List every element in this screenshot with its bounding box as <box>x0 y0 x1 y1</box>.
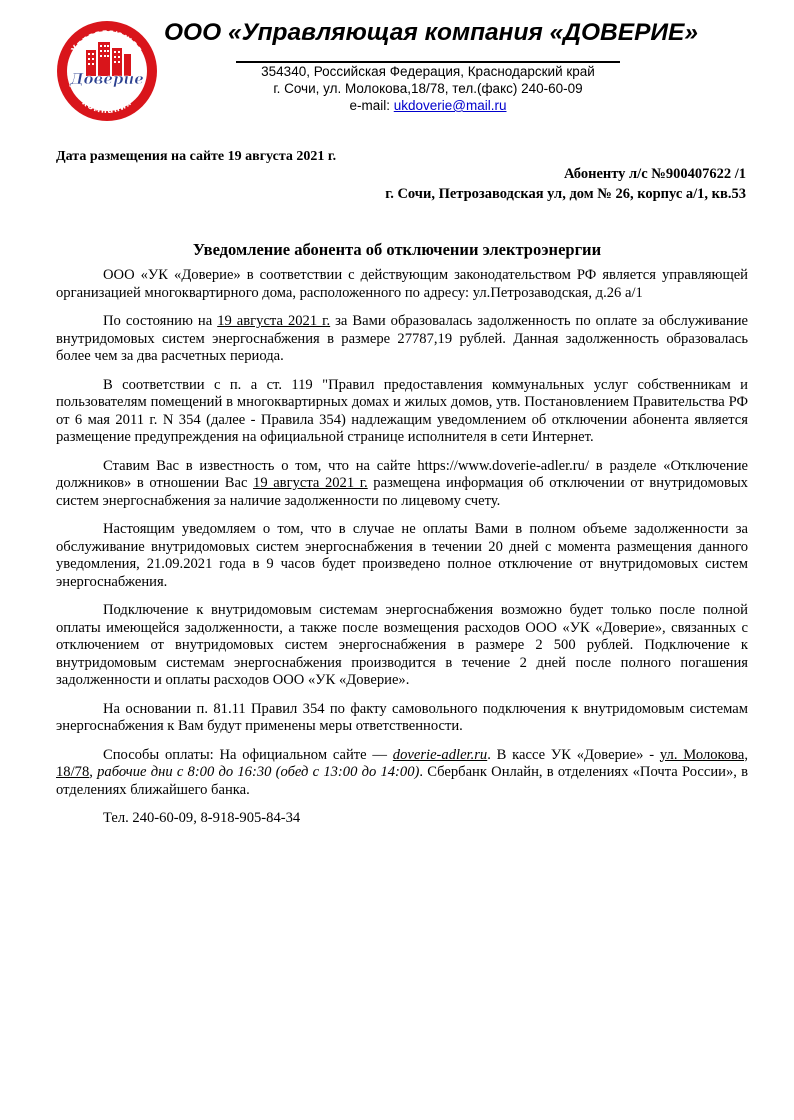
publication-date: Дата размещения на сайте 19 августа 2021 г. <box>56 149 337 164</box>
address-line-2: г. Сочи, ул. Молокова,18/78, тел.(факс) 240-60-09 <box>273 81 583 96</box>
logo-arc-bottom-text: компания <box>79 97 135 117</box>
office-address: ул. Молокова, 18/78 <box>56 746 749 780</box>
recipient-address: г. Сочи, Петрозаводская ул, дом № 26, корпус а/1, кв.53 <box>385 186 746 202</box>
document-title: Уведомление абонента об отключении электроэнергии <box>192 240 602 259</box>
email-label: e-mail: <box>349 98 394 113</box>
paragraph-website-notice: Ставим Вас в известность о том, что на сайте https://www.doverie-adler.ru/ в разделе «Отключение должников» в отношении Вас 19 августа 2021 г. размещена информация об отключении от внутридомовых систем энергоснабжения за наличие задолженности по лицевому счету. <box>56 457 748 509</box>
notice-body <box>56 267 748 839</box>
logo-brand-text: Доверие <box>70 70 144 88</box>
company-title: ООО «Управляющая компания «ДОВЕРИЕ» <box>164 19 698 46</box>
company-logo <box>56 20 158 122</box>
paragraph-debt: По состоянию на 19 августа 2021 г. за Вами образовалась задолженность по оплате за обслуживание внутридомовых систем энергоснабжения в размере 27787,19 рублей. Данная задолженность образовалась более чем за два расчетных периода. <box>56 313 749 364</box>
paragraph-legal-basis: В соответствии с п. а ст. 119 "Правил предоставления коммунальных услуг собственникам и пользователям помещений в многоквартирных домах и жилых домов, утв. Постановлением Правительства РФ от 6 мая 2011 г. N 354 (далее - Правила 354) надлежащим уведомлением об отключении абонента является размещение предупреждения на официальной странице исполнителя в сети Интернет. <box>56 376 748 445</box>
paragraph-reconnection: Подключение к внутридомовым системам энергоснабжения возможно будет только после полной оплаты имеющейся задолженности, а также после возмещения расходов ООО «УК «Доверие», связанных с отключением от внутридомовых систем энергоснабжения в размере 2 500 рублей. Подключение к внутридомовым системам энергоснабжения производится в течение 2 дней после полного погашения задолженности и оплаты расходов ООО «УК «Доверие». <box>56 602 748 688</box>
recipient-account: Абоненту л/с №900407622 /1 <box>564 166 746 182</box>
paragraph-payment-methods: Способы оплаты: На официальном сайте — doverie-adler.ru. В кассе УК «Доверие» - ул. Молокова, 18/78, рабочие дни с 8:00 до 16:30 (обед с 13:00 до 14:00). Сбербанк Онлайн, в отделениях «Почта России», в отделениях ближайшего банка. <box>56 746 749 798</box>
logo-arc-top-text: Управляющая <box>69 27 145 55</box>
email-line <box>236 97 620 114</box>
website-link[interactable]: doverie-adler.ru <box>392 746 488 763</box>
office-hours: рабочие дни с 8:00 до 16:30 (обед с 13:00 до 14:00) <box>97 764 420 780</box>
contact-phones: Тел. 240-60-09, 8-918-905-84-34 <box>103 810 301 826</box>
notice-date: 19 августа 2021 г. <box>253 475 368 491</box>
email-link[interactable]: ukdoverie@mail.ru <box>393 98 507 113</box>
paragraph-management: ООО «УК «Доверие» в соответствии с действующим законодательством РФ является управляющей организацией многоквартирного дома, расположенного по адресу: ул.Петрозаводская, д.26 а/1 <box>56 267 748 301</box>
debt-date: 19 августа 2021 г. <box>217 313 331 329</box>
paragraph-liability: На основании п. 81.11 Правил 354 по факту самовольного подключения к внутридомовым системам энергоснабжения к Вам будут применены меры ответственности. <box>56 700 748 734</box>
address-line-1: 354340, Российская Федерация, Краснодарский край <box>261 64 595 79</box>
paragraph-disconnection: Настоящим уведомляем о том, что в случае не оплаты Вами в полном объеме задолженности за обслуживание внутридомовых систем энергоснабжения в течении 20 дней с момента размещения данного уведомления, 21.09.2021 года в 9 часов будет произведено полное отключение от внутридомовых систем энергоснабжения. <box>56 521 748 590</box>
